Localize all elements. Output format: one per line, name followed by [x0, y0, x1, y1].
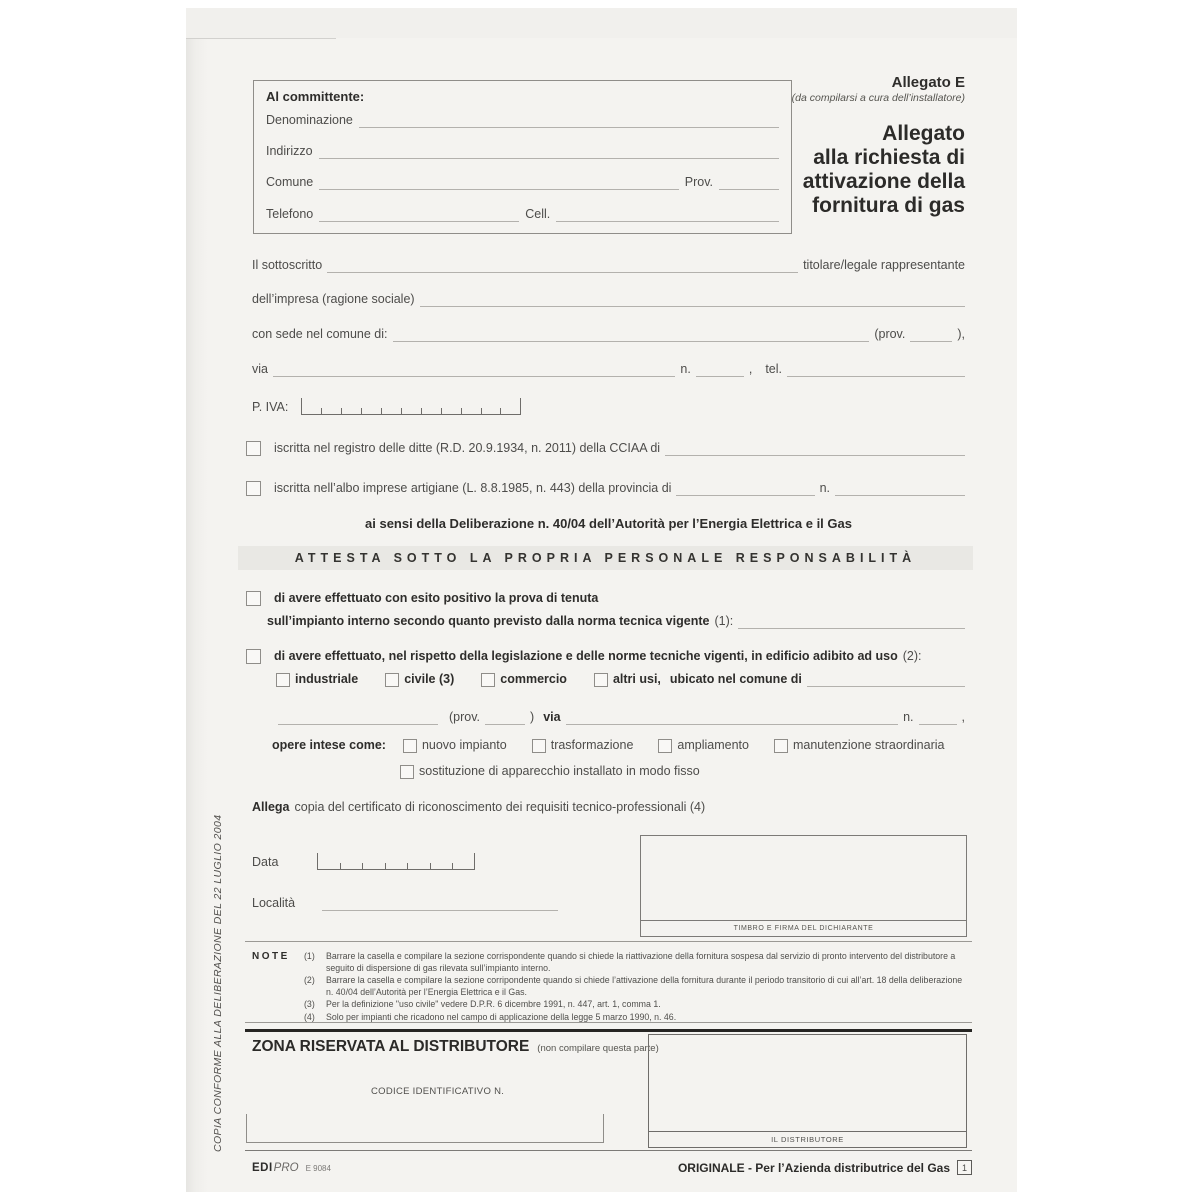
- comune-field[interactable]: [319, 175, 679, 190]
- uso-prov-open: (prov.: [449, 710, 481, 724]
- opere-row: [272, 738, 965, 753]
- note-text-2: Barrare la casella e compilare la sezione corripondente quando si chiede l’attivazione della fornitura durante il periodo transitorio di cui all’art. 18 della deliberazione n. 40/04 dell’Autorità per l’Energia Elettrica e il Gas.: [326, 975, 963, 997]
- n-label: n.: [680, 362, 691, 376]
- note-num-2: (2): [304, 975, 315, 985]
- uso-via-field[interactable]: [566, 710, 898, 725]
- edificio-ref: (2):: [902, 649, 922, 663]
- sheet-edge-line: [186, 38, 336, 39]
- zona-subtitle: (non compilare questa parte): [537, 1043, 659, 1054]
- sede-row: [252, 327, 965, 342]
- note-text-3: Per la definizione "uso civile" vedere D.P.R. 6 dicembre 1991, n. 447, art. 1, comma 1.: [326, 999, 661, 1009]
- note-num-1: (1): [304, 951, 315, 961]
- footer-right: [678, 1160, 972, 1175]
- note-items: [304, 951, 965, 1024]
- checkbox-registro-ditte[interactable]: [246, 441, 261, 456]
- sede-prov-close: ),: [957, 327, 965, 341]
- attesta-banner: ATTESTA SOTTO LA PROPRIA PERSONALE RESPONSABILITÀ: [238, 546, 973, 570]
- checkbox-sostituzione[interactable]: [400, 765, 414, 779]
- divider-above-note: [245, 941, 972, 942]
- opera-ampliamento-label: ampliamento: [677, 738, 749, 752]
- via-row: [252, 362, 965, 377]
- form-title-line1: Allegato: [882, 122, 965, 145]
- uso-n-field[interactable]: [919, 710, 957, 725]
- form-page: [186, 8, 1017, 1192]
- albo-field[interactable]: [676, 481, 814, 496]
- timbro-label: TIMBRO E FIRMA DEL DICHIARANTE: [733, 925, 874, 932]
- opere-label: opere intese come:: [272, 738, 386, 752]
- uso-n-label: n.: [903, 710, 914, 724]
- checkbox-nuovo-impianto[interactable]: [403, 739, 417, 753]
- publisher-brand: [252, 1162, 331, 1174]
- note-num-3: (3): [304, 999, 315, 1009]
- divider-thin: [245, 1022, 972, 1023]
- pad-glue-edge: [186, 8, 1017, 38]
- checkbox-civile[interactable]: [385, 673, 399, 687]
- uso-prov-field[interactable]: [485, 710, 525, 725]
- tenuta-label2: sull’impianto interno secondo quanto previsto dalla norma tecnica vigente: [267, 614, 710, 628]
- footer: [252, 1160, 972, 1175]
- timbro-firma-box[interactable]: [640, 835, 967, 937]
- edificio-row: [246, 649, 965, 664]
- note-num-4: (4): [304, 1011, 315, 1022]
- comune-row: [266, 175, 779, 190]
- uso-comma: ,: [961, 710, 965, 724]
- brand-edi: EDI: [252, 1161, 273, 1174]
- piva-row: [252, 398, 965, 415]
- timbro-strip: [641, 920, 966, 936]
- ubicato-row2: [278, 710, 965, 725]
- checkbox-trasformazione[interactable]: [532, 739, 546, 753]
- form-code: E 9084: [305, 1163, 331, 1173]
- impresa-row: [252, 292, 965, 307]
- tenuta-row: [246, 591, 965, 606]
- header-block: [725, 74, 965, 218]
- impresa-label: dell’impresa (ragione sociale): [252, 292, 415, 306]
- telefono-label: Telefono: [266, 207, 314, 221]
- titolare-label: titolare/legale rappresentante: [803, 258, 965, 272]
- allega-bold: Allega: [252, 800, 290, 814]
- indirizzo-row: [266, 144, 779, 159]
- registro-row: [246, 441, 965, 456]
- checkbox-altri-usi[interactable]: [594, 673, 608, 687]
- sottoscritto-row: [252, 258, 965, 273]
- checkbox-industriale[interactable]: [276, 673, 290, 687]
- uso-via-label: via: [543, 710, 561, 724]
- data-comb-field[interactable]: [317, 853, 475, 870]
- committente-title: Al committente:: [266, 89, 365, 104]
- compilarsi-note: (da compilarsi a cura dell’installatore): [791, 92, 965, 104]
- telefono-field[interactable]: [319, 207, 519, 222]
- committente-box: [253, 80, 792, 234]
- comune-label: Comune: [266, 175, 314, 189]
- opera-trasformazione-label: trasformazione: [550, 738, 634, 752]
- brand-pro: PRO: [273, 1161, 299, 1174]
- sottoscritto-field[interactable]: [327, 258, 798, 273]
- uso-industriale-label: industriale: [295, 672, 359, 686]
- distributore-label: IL DISTRIBUTORE: [771, 1135, 844, 1144]
- via-field[interactable]: [273, 362, 675, 377]
- checkbox-commercio[interactable]: [481, 673, 495, 687]
- opera-sostituzione-label: sostituzione di apparecchio installato in modo fisso: [419, 764, 700, 778]
- checkbox-ampliamento[interactable]: [658, 739, 672, 753]
- zona-title: ZONA RISERVATA AL DISTRIBUTORE: [252, 1038, 530, 1055]
- denominazione-row: [266, 113, 779, 128]
- localita-field[interactable]: [322, 896, 558, 911]
- originale-label: ORIGINALE - Per l’Azienda distributrice del Gas: [677, 1160, 950, 1175]
- via-label: via: [252, 362, 268, 376]
- usi-row: [276, 672, 965, 687]
- data-row: [252, 853, 552, 870]
- registro-label: iscritta nel registro delle ditte (R.D. 20.9.1934, n. 2011) della CCIAA di: [274, 441, 661, 455]
- sede-prov-field[interactable]: [910, 327, 952, 342]
- registro-field[interactable]: [665, 441, 965, 456]
- uso-civile-label: civile (3): [404, 672, 455, 686]
- sede-field[interactable]: [393, 327, 870, 342]
- sottoscritto-label: Il sottoscritto: [252, 258, 323, 272]
- codice-identificativo-label: CODICE IDENTIFICATIVO N.: [371, 1086, 505, 1097]
- allegato-label: Allegato E: [891, 74, 965, 91]
- albo-row: [246, 481, 965, 496]
- albo-label: iscritta nell’albo imprese artigiane (L. 8.8.1985, n. 443) della provincia di: [274, 481, 672, 495]
- opere-row2: [400, 764, 965, 779]
- note-item: [304, 999, 965, 1011]
- checkbox-prova-tenuta[interactable]: [246, 591, 261, 606]
- edificio-label: di avere effettuato, nel rispetto della legislazione e delle norme tecniche vigenti, in edificio adibito ad uso: [274, 649, 898, 663]
- note-label: NOTE: [252, 951, 290, 962]
- checkbox-edificio-uso[interactable]: [246, 649, 261, 664]
- albo-n-label: n.: [819, 481, 830, 495]
- checkbox-manutenzione[interactable]: [774, 739, 788, 753]
- n-field[interactable]: [696, 362, 744, 377]
- indirizzo-label: Indirizzo: [266, 144, 313, 158]
- tenuta-field[interactable]: [738, 614, 965, 629]
- zona-title-row: [252, 1038, 659, 1056]
- prov-label: Prov.: [684, 175, 713, 189]
- note-text-1: Barrare la casella e compilare la sezione corrispondente quando si chiede la riattivazione della fornitura sospesa dal servizio di pronto intervento del distributore a seguito di dispersione di gas rilevata sull’impianto interno.: [326, 951, 956, 973]
- codice-identificativo-field[interactable]: [246, 1114, 604, 1143]
- telefono-row: [266, 207, 779, 222]
- form-title-line2: alla richiesta di: [813, 146, 965, 169]
- distributore-strip: [649, 1131, 966, 1147]
- cell-label: Cell.: [525, 207, 551, 221]
- albo-n-field[interactable]: [835, 481, 965, 496]
- allega-row: [252, 800, 965, 815]
- via-comma: ,: [748, 362, 753, 376]
- note-text-4: Solo per impianti che ricadono nel campo di applicazione della legge 5 marzo 1990, n. 46.: [326, 1011, 677, 1022]
- distributore-box[interactable]: [648, 1034, 967, 1148]
- piva-label: P. IVA:: [252, 400, 289, 414]
- denominazione-field[interactable]: [359, 113, 779, 128]
- note-item: [304, 975, 965, 998]
- opera-manutenzione-label: manutenzione straordinaria: [792, 738, 945, 752]
- sede-prov-open: (prov.: [874, 327, 906, 341]
- tel-label: tel.: [765, 362, 782, 376]
- form-title-line4: fornitura di gas: [812, 194, 965, 217]
- uso-altri-label: altri usi,: [612, 672, 661, 686]
- indirizzo-field[interactable]: [319, 144, 779, 159]
- copy-number-box: [957, 1160, 972, 1175]
- note-item: [304, 951, 965, 974]
- tel-field[interactable]: [787, 362, 965, 377]
- divider-footer: [245, 1150, 972, 1151]
- uso-prov-close: ): [530, 710, 535, 724]
- tenuta-ref: (1):: [714, 614, 734, 628]
- tenuta-label: di avere effettuato con esito positivo la prova di tenuta: [274, 591, 599, 605]
- impresa-field[interactable]: [420, 292, 965, 307]
- form-title-line3: attivazione della: [802, 170, 965, 193]
- uso-commercio-label: commercio: [500, 672, 567, 686]
- allega-rest: copia del certificato di riconoscimento dei requisiti tecnico-professionali (4): [294, 800, 706, 814]
- denominazione-label: Denominazione: [266, 113, 353, 127]
- piva-comb-field[interactable]: [301, 398, 521, 415]
- tenuta-row2: [267, 614, 965, 629]
- ubicato-comune-field[interactable]: [807, 672, 965, 687]
- localita-label: Località: [252, 896, 296, 910]
- sede-label: con sede nel comune di:: [252, 327, 388, 341]
- form-title: [725, 122, 965, 218]
- localita-row: [252, 896, 572, 911]
- comune-cont-field[interactable]: [278, 710, 438, 725]
- side-copy-text: COPIA CONFORME ALLA DELIBERAZIONE DEL 22 LUGLIO 2004: [212, 814, 224, 1152]
- ubicato-label: ubicato nel comune di: [669, 672, 802, 686]
- opera-nuovo-label: nuovo impianto: [421, 738, 507, 752]
- divider-thick: [245, 1029, 972, 1032]
- deliberazione-line: ai sensi della Deliberazione n. 40/04 dell’Autorità per l’Energia Elettrica e il Gas: [365, 516, 852, 531]
- checkbox-albo-artigiane[interactable]: [246, 481, 261, 496]
- copy-number: 1: [961, 1162, 967, 1173]
- data-label: Data: [252, 855, 279, 869]
